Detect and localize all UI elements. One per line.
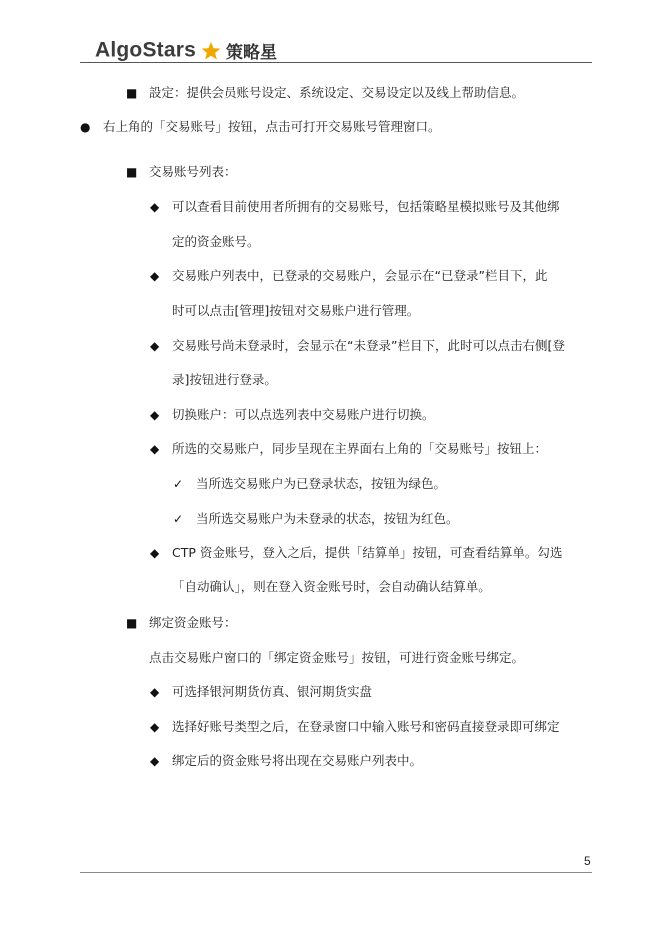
round-bullet: ● [80, 120, 91, 134]
diamond-bullet: ◆ [150, 685, 160, 699]
text-line: 定的资金账号。 [172, 234, 260, 249]
algostars-logo [95, 38, 277, 64]
text-line: 可选择银河期货仿真、银河期货实盘 [172, 684, 373, 699]
footer-rule [80, 872, 592, 873]
star-icon [201, 41, 221, 61]
text-line: 时可以点击[管理]按钮对交易账户进行管理。 [172, 303, 420, 318]
diamond-bullet: ◆ [150, 720, 160, 734]
text-line: 绑定资金账号： [149, 615, 237, 630]
text-line: 切换账户：可以点选列表中交易账户进行切换。 [172, 407, 435, 422]
text-line: 交易账号列表： [149, 164, 237, 179]
text-line: 绑定后的资金账号将出现在交易账户列表中。 [172, 753, 423, 768]
diamond-bullet: ◆ [150, 546, 160, 560]
text-line: 設定：提供会员账号设定、系统设定、交易设定以及线上帮助信息。 [149, 85, 525, 100]
text-line: 所选的交易账户，同步呈现在主界面右上角的「交易账号」按钮上： [172, 441, 548, 456]
text-line: 点击交易账户窗口的「绑定资金账号」按钮，可进行资金账号绑定。 [149, 650, 525, 665]
text-line: CTP 资金账号，登入之后，提供「结算单」按钮，可查看结算单。勾选 [172, 545, 563, 560]
text-line: 可以查看目前使用者所拥有的交易账号，包括策略星模拟账号及其他绑 [172, 199, 560, 214]
check-bullet: ✓ [173, 512, 184, 526]
text-line: 当所选交易账户为未登录的状态，按钮为红色。 [196, 511, 459, 526]
logo-chinese-name: 策略星 [225, 43, 277, 63]
text-line: 右上角的「交易账号」按钮，点击可打开交易账号管理窗口。 [103, 119, 441, 134]
diamond-bullet: ◆ [150, 339, 160, 353]
square-bullet: ■ [126, 165, 138, 179]
square-bullet: ■ [126, 616, 138, 630]
diamond-bullet: ◆ [150, 269, 160, 283]
check-bullet: ✓ [173, 477, 184, 491]
text-line: 录]按钮进行登录。 [172, 372, 277, 387]
text-line: 「自动确认」，则在登入资金账号时，会自动确认结算单。 [172, 579, 491, 594]
square-bullet: ■ [126, 86, 138, 100]
text-line: 选择好账号类型之后，在登录窗口中输入账号和密码直接登录即可绑定 [172, 719, 560, 734]
logo-wordmark: AlgoStars [95, 38, 196, 62]
diamond-bullet: ◆ [150, 754, 160, 768]
text-line: 交易账户列表中，已登录的交易账户，会显示在“已登录”栏目下，此 [172, 268, 548, 283]
header-rule [80, 62, 592, 63]
diamond-bullet: ◆ [150, 408, 160, 422]
diamond-bullet: ◆ [150, 200, 160, 214]
text-line: 当所选交易账户为已登录状态，按钮为绿色。 [196, 476, 447, 491]
page-number: 5 [584, 854, 591, 868]
diamond-bullet: ◆ [150, 442, 160, 456]
text-line: 交易账号尚未登录时，会显示在“未登录”栏目下，此时可以点击右侧[登 [172, 338, 565, 353]
